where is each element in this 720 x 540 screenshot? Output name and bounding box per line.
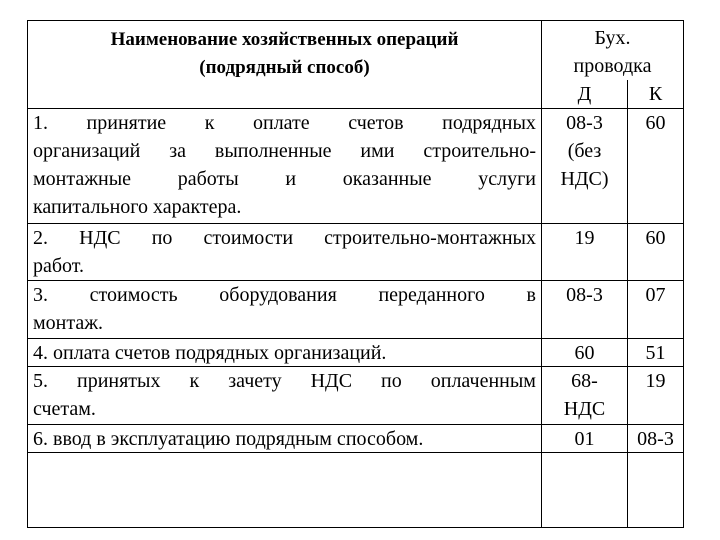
operation-word: оборудования — [219, 284, 337, 306]
operation-word: 1. — [33, 112, 48, 134]
header-title-line2: (подрядный способ) — [199, 57, 370, 78]
debit-cell: 01 — [574, 428, 595, 450]
operation-line: капитального характера. — [33, 196, 242, 218]
operation-line: 6. ввод в эксплуатацию подрядным способом. — [33, 428, 424, 450]
operation-word: принятых — [77, 370, 161, 392]
debit-cell: 19 — [574, 227, 595, 249]
credit-cell: 19 — [645, 370, 666, 392]
operation-word: стоимость — [89, 284, 178, 306]
operation-word: к — [204, 112, 215, 134]
header-posting-line1: Бух. — [594, 27, 631, 49]
operation-word: в — [526, 284, 536, 306]
credit-cell: 60 — [645, 112, 666, 134]
operation-word: счетов — [348, 112, 404, 134]
operation-line — [33, 109, 536, 137]
operation-word: ими — [360, 140, 395, 162]
debit-cell: НДС — [563, 398, 606, 420]
debit-cell: 08-3 — [566, 284, 603, 306]
operation-word: строительно-монтажных — [324, 227, 536, 249]
operation-word: оплаченным — [430, 370, 536, 392]
operation-word: за — [169, 140, 187, 162]
operation-word: работы — [177, 168, 239, 190]
debit-cell: (без — [567, 140, 602, 162]
border-top — [27, 20, 684, 21]
header-debit: Д — [577, 83, 592, 105]
operation-line — [33, 224, 536, 252]
operation-word: оказанные — [342, 168, 432, 190]
debit-cell: 08-3 — [566, 112, 603, 134]
operation-word: по — [381, 370, 402, 392]
operation-word: стоимости — [203, 227, 294, 249]
operation-word: и — [285, 168, 297, 190]
operation-line: работ. — [33, 255, 85, 277]
operation-line: счетам. — [33, 398, 96, 420]
operation-line — [33, 281, 536, 309]
operation-word: НДС — [310, 370, 353, 392]
operation-line — [33, 165, 536, 193]
operation-word: выполненные — [214, 140, 332, 162]
credit-cell: 60 — [645, 227, 666, 249]
border-bottom — [27, 527, 684, 528]
debit-cell: 60 — [574, 342, 595, 364]
operation-word: организаций — [33, 140, 141, 162]
debit-cell: НДС) — [560, 168, 609, 190]
operation-word: подрядных — [442, 112, 536, 134]
credit-cell: 08-3 — [637, 428, 674, 450]
header-title-line1: Наименование хозяйственных операций — [110, 29, 459, 50]
operation-word: по — [151, 227, 173, 249]
operation-line: монтаж. — [33, 312, 104, 334]
operation-word: 3. — [33, 284, 48, 306]
operation-word: принятие — [86, 112, 167, 134]
operation-word: монтажные — [33, 168, 132, 190]
credit-cell: 07 — [645, 284, 666, 306]
operation-word: переданного — [378, 284, 485, 306]
header-credit: К — [648, 83, 663, 105]
credit-cell: 51 — [645, 342, 666, 364]
operation-word: оплате — [253, 112, 310, 134]
operation-line — [33, 137, 536, 165]
operation-word: НДС — [79, 227, 121, 249]
debit-cell: 68- — [571, 370, 598, 392]
operation-line — [33, 367, 536, 395]
operation-word: к — [189, 370, 200, 392]
operation-word: 5. — [33, 370, 48, 392]
header-posting-line2: проводка — [573, 55, 652, 77]
operation-word: 2. — [33, 227, 48, 249]
operation-word: зачету — [228, 370, 282, 392]
operation-line: 4. оплата счетов подрядных организаций. — [33, 342, 387, 364]
operation-word: услуги — [478, 168, 536, 190]
operation-word: строительно- — [423, 140, 536, 162]
